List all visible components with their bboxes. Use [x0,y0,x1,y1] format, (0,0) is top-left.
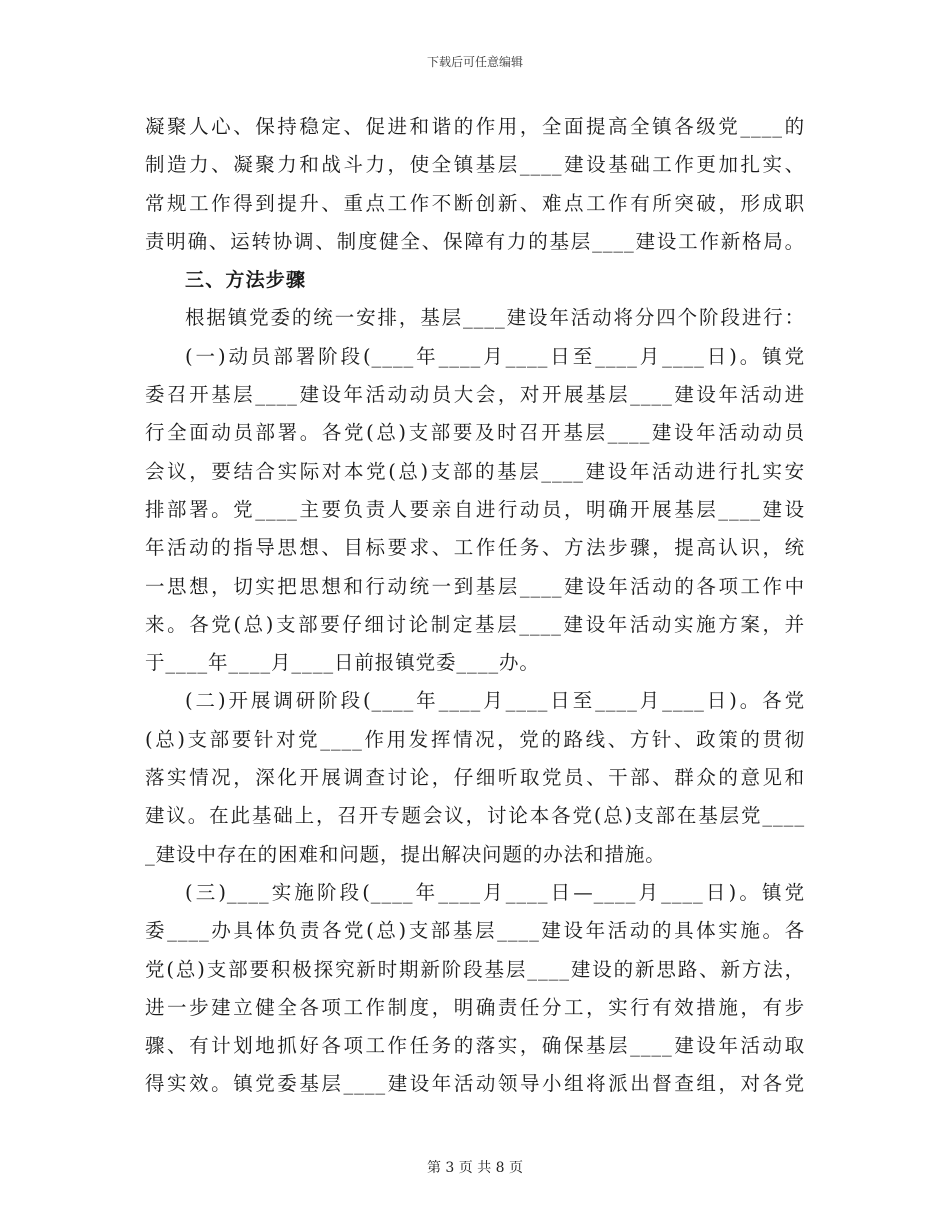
body-line: (二)开展调研阶段(____年____月____日至____月____日)。各党 [185,689,805,713]
body-line: 会议，要结合实际对本党(总)支部的基层____建设年活动进行扎实安 [145,459,805,483]
body-line: 于____年____月____日前报镇党委____办。 [145,651,540,675]
body-line: _建设中存在的困难和问题，提出解决问题的办法和措施。 [145,842,666,866]
body-line: 常规工作得到提升、重点工作不断创新、难点工作有所突破，形成职 [145,191,805,215]
body-line: 根据镇党委的统一安排，基层____建设年活动将分四个阶段进行： [185,306,805,330]
section-heading: 三、方法步骤 [185,269,307,292]
body-line: 年活动的指导思想、目标要求、工作任务、方法步骤，提高认识，统 [145,536,805,560]
body-line: 党(总)支部要积极探究新时期新阶段基层____建设的新思路、新方法， [145,957,805,981]
body-line: 排部署。党____主要负责人要亲自进行动员，明确开展基层____建设 [145,497,805,521]
body-line: 责明确、运转协调、制度健全、保障有力的基层____建设工作新格局。 [145,229,805,253]
body-line: (三)____实施阶段(____年____月____日—____月____日)。镇党 [185,880,805,904]
page-footer: 第 3 页 共 8 页 [426,1160,524,1176]
body-line: 制造力、凝聚力和战斗力，使全镇基层____建设基础工作更加扎实、 [145,153,805,177]
body-line: 进一步建立健全各项工作制度，明确责任分工，实行有效措施，有步 [145,995,805,1019]
document-body [145,108,805,1104]
body-line: 凝聚人心、保持稳定、促进和谐的作用，全面提高全镇各级党____的 [145,115,805,138]
body-line: 委____办具体负责各党(总)支部基层____建设年活动的具体实施。各 [145,919,805,943]
body-line: 一思想，切实把思想和行动统一到基层____建设年活动的各项工作中 [145,574,805,598]
body-line: 落实情况，深化开展调查讨论，仔细听取党员、干部、群众的意见和 [145,766,805,790]
body-line: 行全面动员部署。各党(总)支部要及时召开基层____建设年活动动员 [145,421,805,445]
body-line: (一)动员部署阶段(____年____月____日至____月____日)。镇党 [185,344,805,368]
body-line: 得实效。镇党委基层____建设年活动领导小组将派出督查组，对各党 [145,1072,805,1096]
body-line: 委召开基层____建设年活动动员大会，对开展基层____建设年活动进 [145,383,805,407]
body-line: 建议。在此基础上，召开专题会议，讨论本各党(总)支部在基层党____ [145,804,805,828]
body-line: 来。各党(总)支部要仔细讨论制定基层____建设年活动实施方案，并 [145,612,805,636]
body-line: (总)支部要针对党____作用发挥情况，党的路线、方针、政策的贯彻 [145,727,805,751]
body-line: 骤、有计划地抓好各项工作任务的落实，确保基层____建设年活动取 [145,1034,805,1058]
page-header: 下载后可任意编辑 [426,55,523,69]
